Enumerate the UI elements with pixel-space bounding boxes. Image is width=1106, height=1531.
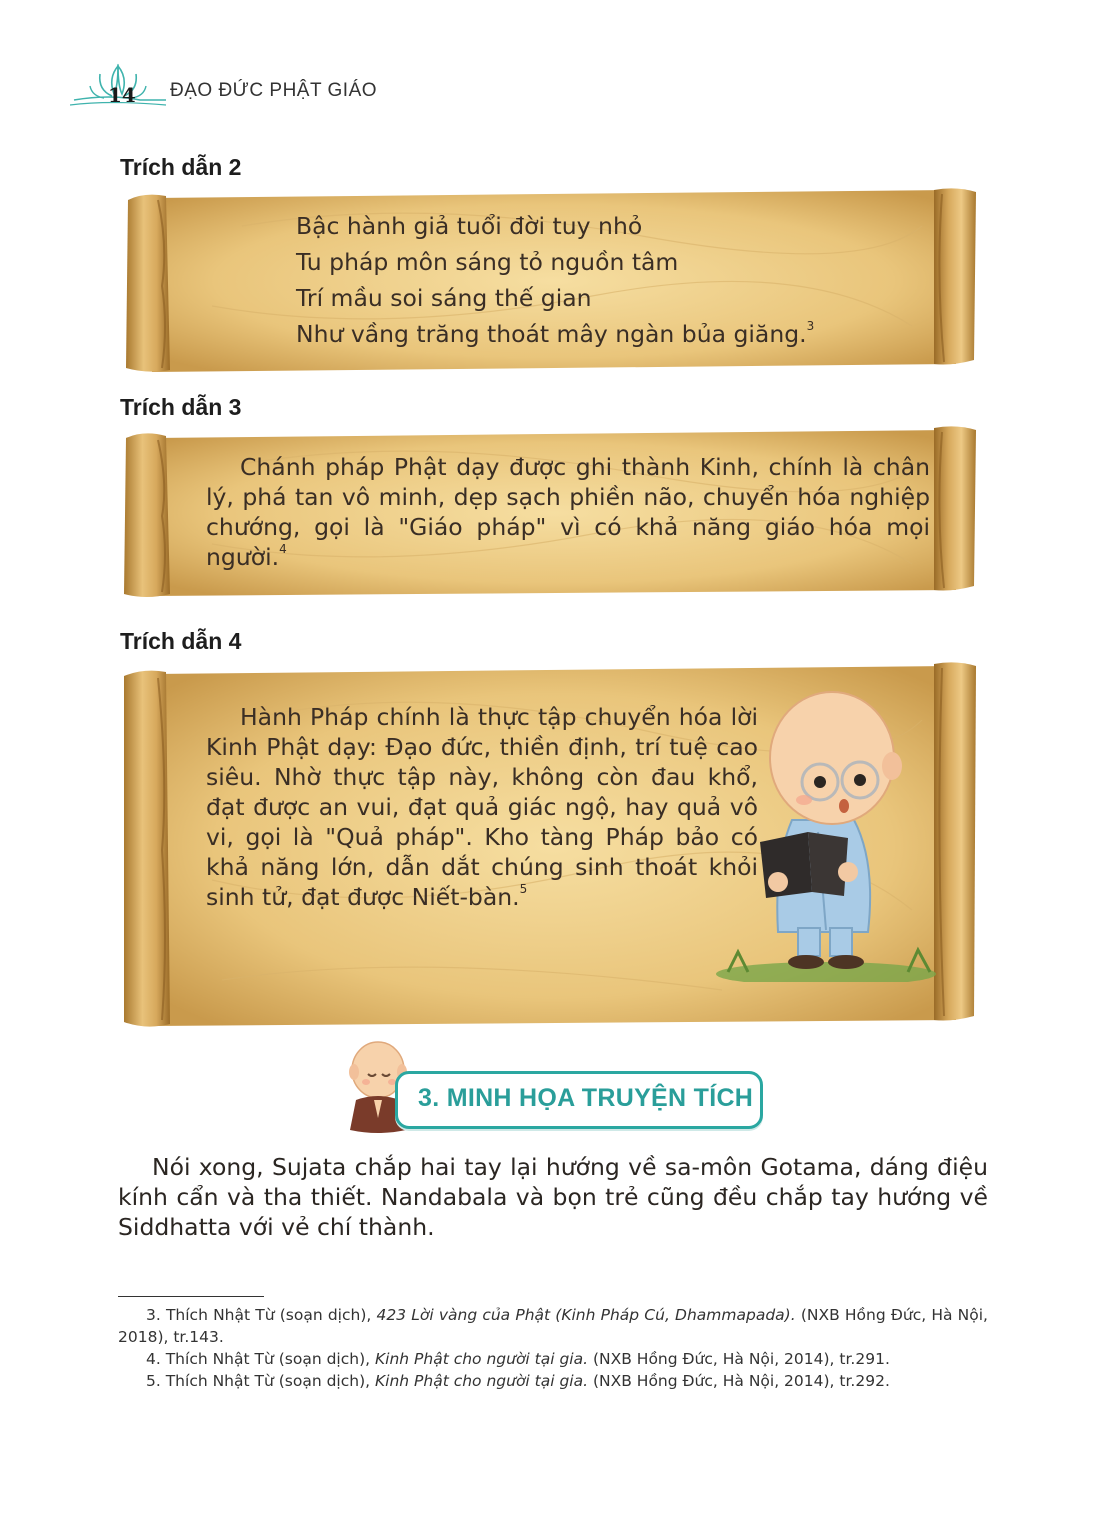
footnote-text: (NXB Hồng Đức, Hà Nội, 2018), tr.143. — [118, 1306, 988, 1346]
footnote-text: (NXB Hồng Đức, Hà Nội, 2014), tr.292. — [588, 1372, 890, 1390]
quote-2-label: Trích dẫn 2 — [120, 154, 242, 180]
poem-line-text: Như vầng trăng thoát mây ngàn bủa giăng. — [296, 320, 807, 348]
quote-4-text — [206, 702, 758, 912]
quote-4-scroll — [122, 660, 980, 1032]
section-banner — [340, 1038, 770, 1138]
quote-4-body: Hành Pháp chính là thực tập chuyển hóa lời Kinh Phật dạy: Đạo đức, thiền định, trí tuệ cao siêu. Nhờ thực tập này, không còn đau khổ, đạt được an vui, đạt quả giác ngộ, hay quả vô vi, gọi là "Quả pháp". Kho tàng Pháp bảo có khả năng lớn, dẫn dắt chúng sinh thoát khỏi sinh tử, đạt được Niết-bàn. — [206, 703, 758, 911]
section-title: 3. MINH HỌA TRUYỆN TÍCH — [418, 1084, 754, 1112]
quote-4-label: Trích dẫn 4 — [120, 628, 242, 654]
story-paragraph: Nói xong, Sujata chắp hai tay lại hướng về sa-môn Gotama, dáng điệu kính cẩn và tha thiết. Nandabala và bọn trẻ cũng đều chắp tay hướng về Siddhatta với vẻ chí thành. — [118, 1153, 988, 1241]
section-title-box — [395, 1071, 763, 1129]
footnote-title: 423 Lời vàng của Phật (Kinh Pháp Cú, Dhammapada). — [376, 1306, 796, 1324]
footnote-text: 4. Thích Nhật Từ (soạn dịch), — [146, 1350, 375, 1368]
footnote-text: 3. Thích Nhật Từ (soạn dịch), — [146, 1306, 377, 1324]
quote-3-scroll — [122, 424, 980, 602]
book-title: ĐẠO ĐỨC PHẬT GIÁO — [170, 80, 378, 101]
quote-3-text — [206, 452, 930, 572]
footnote-item — [118, 1348, 988, 1370]
footnote-text: 5. Thích Nhật Từ (soạn dịch), — [146, 1372, 375, 1390]
quote-2-scroll — [122, 186, 980, 376]
poem-line: Bậc hành giả tuổi đời tuy nhỏ — [296, 212, 643, 240]
poem-line: Trí mầu soi sáng thế gian — [296, 284, 592, 312]
quote-3-label: Trích dẫn 3 — [120, 394, 242, 420]
poem-line — [296, 316, 814, 352]
page-header — [70, 60, 390, 112]
page-number: 14 — [108, 83, 136, 107]
footnote-text: (NXB Hồng Đức, Hà Nội, 2014), tr.291. — [588, 1350, 890, 1368]
footnote-divider — [118, 1296, 264, 1297]
footnotes — [118, 1304, 988, 1392]
footnote-ref: 4 — [279, 542, 287, 556]
footnote-item — [118, 1304, 988, 1348]
poem-line: Tu pháp môn sáng tỏ nguồn tâm — [296, 248, 679, 276]
footnote-ref: 3 — [806, 319, 815, 333]
footnote-item — [118, 1370, 988, 1392]
quote-2-poem — [296, 208, 814, 352]
footnote-title: Kinh Phật cho người tại gia. — [374, 1372, 589, 1390]
quote-3-body: Chánh pháp Phật dạy được ghi thành Kinh, chính là chân lý, phá tan vô minh, dẹp sạch phiền não, chuyển hóa nghiệp chướng, gọi là "Giáo pháp" vì có khả năng giáo hóa mọi người. — [206, 453, 930, 571]
footnote-title: Kinh Phật cho người tại gia. — [374, 1350, 589, 1368]
footnote-ref: 5 — [519, 882, 528, 896]
